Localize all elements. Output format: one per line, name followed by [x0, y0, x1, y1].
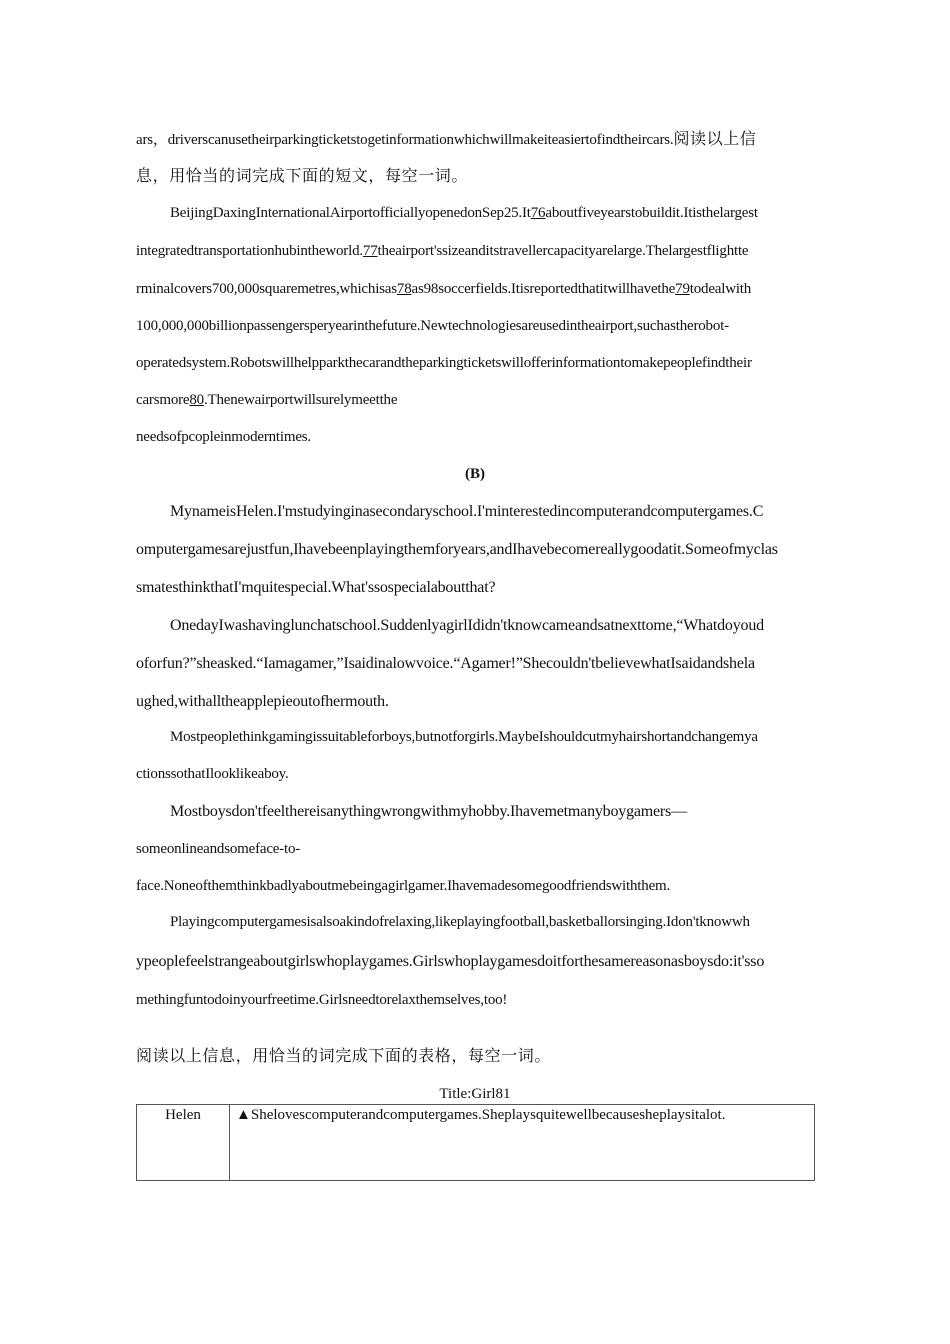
- passage-a-line-1: [136, 126, 756, 149]
- passage-a-para-line-7: needsofpcopleinmoderntimes.: [136, 429, 311, 445]
- passage-text: ars，driverscanusetheirparkingticketstogetinformationwhichwillmakeiteasiertofindtheircars.: [136, 132, 674, 148]
- passage-b-line-2: omputergamesarejustfun,Ihavebeenplayingthemforyears,andIhavebecomereallygoodatit.Someofmyclas: [136, 541, 778, 558]
- passage-b-line-13: ypeoplefeelstrangeaboutgirlswhoplaygames.Girlswhoplaygamesdoitforthesamereasonasboysdo:it'sso: [136, 953, 765, 970]
- passage-b-line-14: methingfuntodoinyourfreetime.Girlsneedtorelaxthemselves,too!: [136, 992, 508, 1008]
- table-cell-name: Helen: [137, 1105, 230, 1181]
- passage-b-line-3: smatesthinkthatI'mquitespecial.What'ssospecialaboutthat?: [136, 579, 496, 596]
- passage-b-line-4: OnedayIwashavinglunchatschool.SuddenlyagirlIdidn'tknowcameandsatnexttome,“Whatdoyoud: [170, 617, 764, 634]
- passage-text: as98soccerfields.Itisreportedthatitwillhavethe: [411, 281, 676, 297]
- passage-text: aboutfiveyearstobuildit.Itisthelargest: [545, 205, 758, 221]
- passage-text: rminalcovers700,000squaremetres,whichisas: [136, 281, 397, 297]
- table-cell-content: ▲Shelovescomputerandcomputergames.Sheplaysquitewellbecausesheplaysitalot.: [230, 1105, 815, 1181]
- passage-b-line-6: ughed,withalltheapplepieoutofhermouth.: [136, 693, 389, 710]
- passage-text: BeijingDaxingInternationalAirportofficiallyopenedonSep25.It: [170, 205, 531, 221]
- answer-table: [136, 1104, 815, 1181]
- passage-b-line-9: Mostboysdon'tfeelthereisanythingwrongwithmyhobby.Ihavemetmanyboygamers—: [170, 803, 687, 820]
- passage-text: .Thenewairportwillsurelymeetthe: [203, 392, 398, 408]
- page-cut: [130, 1181, 830, 1191]
- blank-77: 77: [362, 243, 378, 259]
- table-title: Title:Girl81: [439, 1086, 511, 1102]
- passage-b-line-10: someonlineandsomeface-to-: [136, 841, 301, 857]
- passage-a-para-line-1: [170, 205, 758, 222]
- blank-78: 78: [396, 281, 412, 297]
- passage-b-line-7: Mostpeoplethinkgamingissuitableforboys,butnotforgirls.MaybeIshouldcutmyhairshortandchangemya: [170, 729, 758, 745]
- table-row: [137, 1105, 815, 1181]
- passage-b-line-8: ctionssothatIlooklikeaboy.: [136, 766, 289, 782]
- instruction-a: 息，用恰当的词完成下面的短文，每空一词。: [136, 168, 469, 185]
- passage-a-para-line-5: operatedsystem.Robotswillhelpparkthecarandtheparkingticketswillofferinformationtomakepeoplefindtheir: [136, 355, 752, 371]
- passage-a-para-line-4: 100,000,000billionpassengersperyearinthefuture.Newtechnologiesareusedintheairport,suchastherobot-: [136, 318, 729, 334]
- blank-80: 80: [189, 392, 204, 408]
- passage-b-line-12: Playingcomputergamesisalsoakindofrelaxing,likeplayingfootball,basketballorsinging.Idon'tknowwh: [170, 914, 750, 930]
- section-b-heading: (B): [465, 466, 485, 482]
- passage-a-para-line-6: [136, 392, 397, 409]
- passage-text: theairport'ssizeanditstravellercapacityarelarge.Thelargestflightte: [377, 243, 749, 259]
- passage-a-para-line-3: [136, 281, 751, 298]
- passage-b-line-1: MynameisHelen.I'mstudyinginasecondaryschool.I'minterestedincomputerandcomputergames.C: [170, 503, 764, 520]
- blank-79: 79: [675, 281, 690, 297]
- instruction-b: 阅读以上信息，用恰当的词完成下面的表格，每空一词。: [136, 1048, 552, 1065]
- passage-text: todealwith: [689, 281, 752, 297]
- passage-text: carsmore: [136, 392, 190, 408]
- passage-b-line-11: face.Noneofthemthinkbadlyaboutmebeingagirlgamer.Ihavemadesomegoodfriendswiththem.: [136, 878, 671, 894]
- passage-b-line-5: oforfun?”sheasked.“Iamagamer,”Isaidinalowvoice.“Agamer!”Shecouldn'tbelievewhatIsaidandshela: [136, 655, 755, 672]
- passage-text: integratedtransportationhubintheworld.: [136, 243, 363, 259]
- blank-76: 76: [530, 205, 546, 221]
- passage-a-para-line-2: [136, 243, 748, 260]
- instruction-text: 阅读以上信: [673, 131, 757, 148]
